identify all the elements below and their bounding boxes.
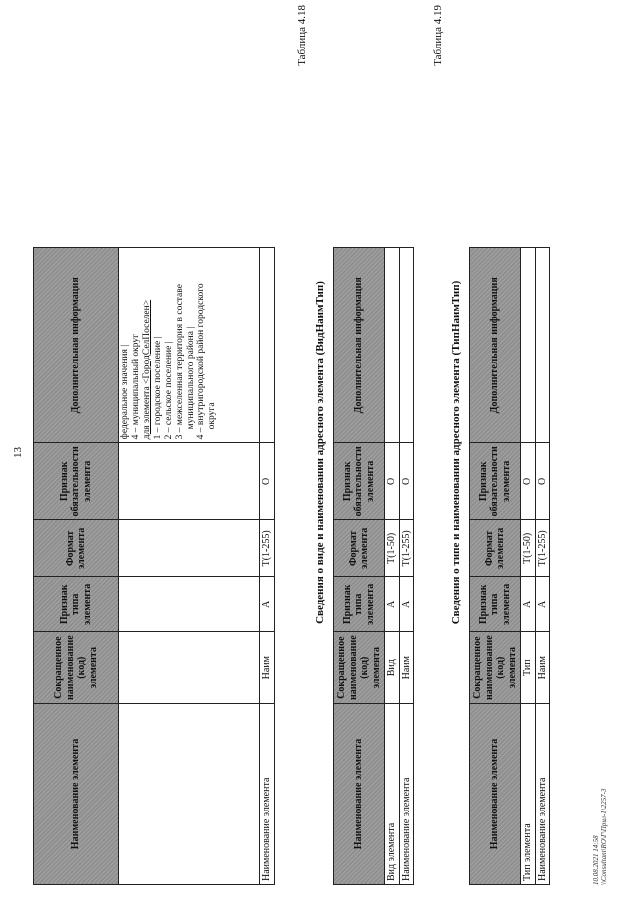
- cell-code: Наим: [260, 632, 275, 704]
- cell-info: [385, 248, 400, 443]
- cell-info: [260, 248, 275, 443]
- cell-empty: [119, 632, 260, 704]
- info-line: 1 – городское поселение |: [152, 336, 163, 440]
- cell-code: Наим: [535, 632, 550, 704]
- info-cell: [119, 248, 260, 443]
- header-required: Признак обязательности элемента: [334, 443, 385, 520]
- section-title-4-19: Сведения о типе и наименовании адресного элемента (ТипНаимТип): [450, 280, 462, 625]
- header-code: Сокращенное наименование (код) элемента: [334, 632, 385, 704]
- header-type: Признак типа элемента: [470, 577, 521, 632]
- section-title-4-18: Сведения о виде и наименовании адресного элемента (ВидНаимТип): [314, 281, 326, 624]
- cell-format: T(1-50): [521, 520, 536, 577]
- cell-format: T(1-255): [260, 520, 275, 577]
- cell-empty: [119, 577, 260, 632]
- table-row: [385, 248, 400, 885]
- header-format: Формат элемента: [470, 520, 521, 577]
- cell-required: О: [399, 443, 414, 520]
- cell-required: О: [260, 443, 275, 520]
- table-row: [399, 248, 414, 885]
- header-info: Дополнительная информация: [34, 248, 119, 443]
- header-format: Формат элемента: [334, 520, 385, 577]
- info-line: 4 – внутригородской район городского: [196, 283, 207, 440]
- cell-format: T(1-255): [399, 520, 414, 577]
- table-header-row: [34, 248, 119, 885]
- info-line: 4 – муниципальный округ: [130, 333, 141, 440]
- cell-name: Тип элемента: [521, 704, 536, 885]
- info-line: округа: [207, 402, 218, 430]
- header-required: Признак обязательности элемента: [34, 443, 119, 520]
- cell-info: [521, 248, 536, 443]
- cell-code: Тип: [521, 632, 536, 704]
- table-4-19: [469, 247, 550, 885]
- cell-type: А: [399, 577, 414, 632]
- header-type: Признак типа элемента: [34, 577, 119, 632]
- header-required: Признак обязательности элемента: [470, 443, 521, 520]
- info-line: муниципального района |: [185, 326, 196, 430]
- print-stamp: [592, 789, 609, 885]
- table-continuation: [33, 247, 275, 885]
- cell-empty: [119, 443, 260, 520]
- cell-code: Вид: [385, 632, 400, 704]
- info-line: федеральное значения |: [120, 344, 130, 440]
- header-code: Сокращенное наименование (код) элемента: [34, 632, 119, 704]
- stamp-line: \\Consultant\RO\Г\Прил-1\2257-3: [600, 788, 609, 885]
- cell-name: Наименование элемента: [260, 704, 275, 885]
- header-format: Формат элемента: [34, 520, 119, 577]
- header-info: Дополнительная информация: [334, 248, 385, 443]
- cell-type: А: [385, 577, 400, 632]
- cell-required: О: [535, 443, 550, 520]
- cell-info: [399, 248, 414, 443]
- cell-type: А: [260, 577, 275, 632]
- header-name: Наименование элемента: [470, 704, 521, 885]
- header-code: Сокращенное наименование (код) элемента: [470, 632, 521, 704]
- info-line: 2 – сельское поселение |: [163, 341, 174, 440]
- table-header-row: [470, 248, 521, 885]
- info-line: 3 – межселенная территория в составе: [174, 284, 185, 440]
- info-line: для элемента <ГородСелПоселен>: [141, 299, 152, 440]
- cell-type: А: [521, 577, 536, 632]
- cell-format: T(1-50): [385, 520, 400, 577]
- cell-code: Наим: [399, 632, 414, 704]
- header-info: Дополнительная информация: [470, 248, 521, 443]
- cell-required: О: [521, 443, 536, 520]
- table-row: [119, 248, 260, 885]
- cell-name: Вид элемента: [385, 704, 400, 885]
- table-caption-4-18: Таблица 4.18: [296, 5, 308, 66]
- table-caption-4-19: Таблица 4.19: [432, 5, 444, 66]
- table-4-18: [333, 247, 414, 885]
- cell-info: [535, 248, 550, 443]
- cell-name: Наименование элемента: [535, 704, 550, 885]
- header-name: Наименование элемента: [34, 704, 119, 885]
- cell-empty: [119, 520, 260, 577]
- table-row: [260, 248, 275, 885]
- cell-name: Наименование элемента: [399, 704, 414, 885]
- cell-empty: [119, 704, 260, 885]
- page-number: 13: [12, 447, 24, 458]
- table-row: [535, 248, 550, 885]
- header-name: Наименование элемента: [334, 704, 385, 885]
- table-header-row: [334, 248, 385, 885]
- cell-type: А: [535, 577, 550, 632]
- cell-format: T(1-255): [535, 520, 550, 577]
- cell-required: О: [385, 443, 400, 520]
- table-row: [521, 248, 536, 885]
- stamp-line: 10.08.2021 14:58: [592, 835, 600, 885]
- header-type: Признак типа элемента: [334, 577, 385, 632]
